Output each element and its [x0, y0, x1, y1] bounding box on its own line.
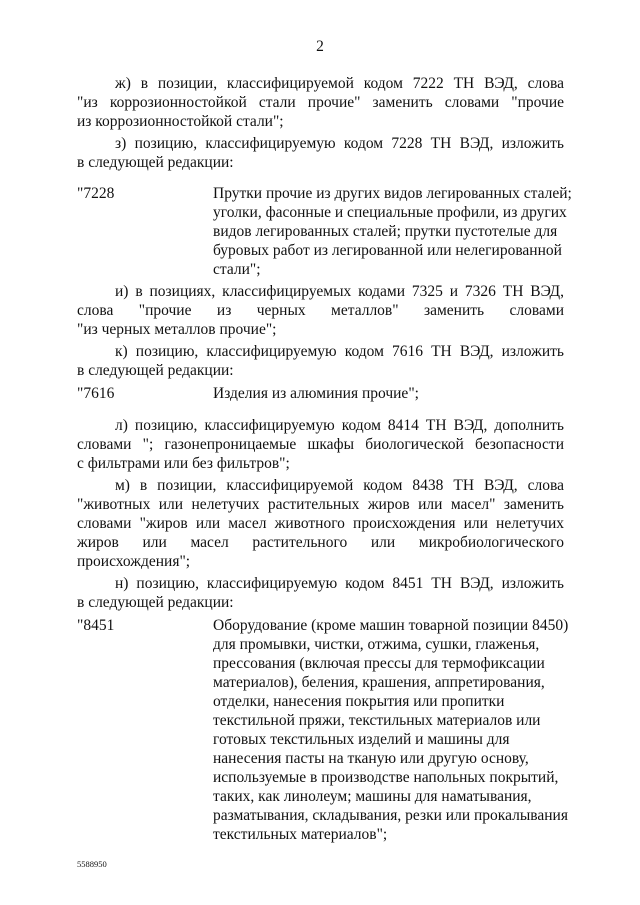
text-line: словами "; газонепроницаемые шкафы биологической безопасности: [77, 436, 564, 453]
text-line: видов легированных сталей; прутки пустотелые для: [213, 223, 558, 240]
text-line: Изделия из алюминия прочие";: [213, 385, 419, 402]
entry-text-8451: [213, 616, 573, 844]
paragraph-k: [77, 342, 564, 380]
text-line: "из коррозионностойкой стали прочие" заменить словами "прочие: [77, 94, 564, 111]
text-line: в следующей редакции:: [77, 594, 234, 611]
text-line: нанесения пасты на тканую или другую основу,: [213, 750, 529, 767]
text-line: отделки, нанесения покрытия или пропитки: [213, 693, 505, 710]
text-line: "из черных металлов прочие";: [77, 321, 277, 338]
text-line: жиров или масел растительного или микробиологического: [77, 534, 564, 551]
entry-code-8451: "8451: [77, 617, 115, 634]
text-line: в следующей редакции:: [77, 154, 234, 171]
text-line: з) позицию, классифицируемую кодом 7228 ТН ВЭД, изложить: [115, 135, 564, 152]
entry-code-7616: "7616: [77, 385, 115, 402]
text-line: уголки, фасонные и специальные профили, из других: [213, 204, 567, 221]
text-line: для промывки, чистки, отжима, сушки, глаженья,: [213, 636, 540, 653]
text-line: л) позицию, классифицируемую кодом 8414 ТН ВЭД, дополнить: [115, 417, 564, 434]
paragraph-zh: [77, 74, 564, 131]
text-line: м) в позиции, классифицируемой кодом 8438 ТН ВЭД, слова: [115, 477, 564, 494]
text-line: буровых работ из легированной или нелегированной: [213, 242, 562, 259]
paragraph-n: [77, 574, 564, 612]
entry-code-7228: "7228: [77, 185, 115, 202]
text-line: "животных или нелетучих растительных жиров или масел" заменить: [77, 496, 564, 513]
text-line: из коррозионностойкой стали";: [77, 113, 284, 130]
paragraph-i: [77, 282, 564, 339]
text-line: к) позицию, классифицируемую кодом 7616 ТН ВЭД, изложить: [115, 343, 564, 360]
text-line: н) позицию, классифицируемую кодом 8451 ТН ВЭД, изложить: [115, 575, 564, 592]
text-line: используемые в производстве напольных покрытий,: [213, 769, 559, 786]
text-line: разматывания, складывания, резки или прокалывания: [213, 807, 568, 824]
text-line: материалов), беления, крашения, аппретирования,: [213, 674, 545, 691]
text-line: стали";: [213, 261, 261, 278]
text-line: в следующей редакции:: [77, 362, 234, 379]
paragraph-z: [77, 134, 564, 172]
paragraph-m: [77, 476, 564, 571]
text-line: текстильных материалов";: [213, 826, 388, 843]
text-line: словами "жиров или масел животного происхождения или нелетучих: [77, 515, 564, 532]
text-line: таких, как линолеум; машины для наматывания,: [213, 788, 532, 805]
text-line: происхождения";: [77, 553, 191, 570]
text-line: прессования (включая прессы для термофиксации: [213, 655, 545, 672]
text-line: ж) в позиции, классифицируемой кодом 7222 ТН ВЭД, слова: [115, 75, 564, 92]
text-line: готовых текстильных изделий и машины для: [213, 731, 510, 748]
text-line: Прутки прочие из других видов легированных сталей;: [213, 185, 572, 202]
paragraph-l: [77, 416, 564, 473]
entry-text-7616: [213, 384, 573, 403]
text-line: и) в позициях, классифицируемых кодами 7325 и 7326 ТН ВЭД,: [115, 283, 564, 300]
document-footer-code: 5588950: [77, 859, 107, 869]
text-line: Оборудование (кроме машин товарной позиции 8450): [213, 617, 569, 634]
entry-text-7228: [213, 184, 573, 279]
text-line: с фильтрами или без фильтров";: [77, 455, 290, 472]
text-line: слова "прочие из черных металлов" заменить словами: [77, 302, 564, 319]
text-line: текстильной пряжи, текстильных материалов или: [213, 712, 541, 729]
page-number: 2: [316, 38, 324, 55]
